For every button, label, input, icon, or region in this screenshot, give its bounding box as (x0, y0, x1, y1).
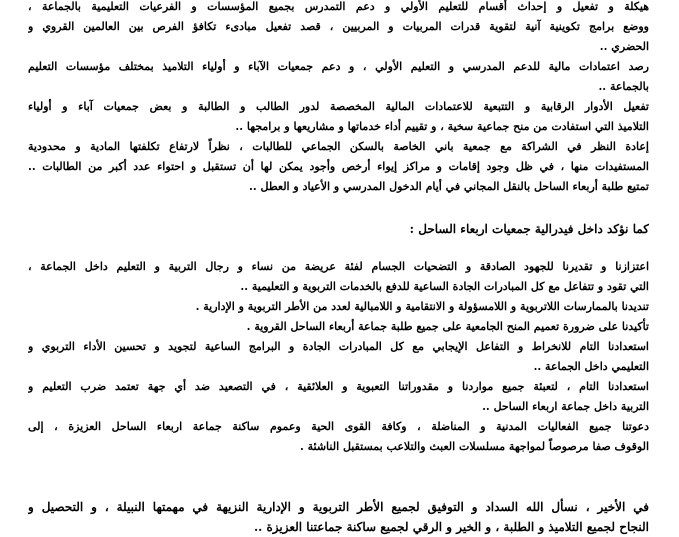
paragraph-line: هيكلة و تفعيل و إحداث أقسام للتعليم الأولي و دعم التمدرس بجميع المؤسسات و الفرعيات التعليمية بالجماعة ، (28, 0, 649, 13)
closing-line: في الأخير ، نسأل الله السداد و التوفيق لجميع الأطر التربوية و الإدارية النزيهة في مهمتها النبيلة ، و التحصيل و (28, 500, 649, 514)
paragraph-line: الوقوف صفا مرصوصاً لمواجهة مسلسلات العبث والتلاعب بمستقبل الناشئة . (299, 440, 649, 453)
paragraph-line: تمتيع طلبة أربعاء الساحل بالنقل المجاني في أيام الدخول المدرسي و الأعياد و العطل .. (249, 180, 649, 193)
paragraph-line: التعليمي داخل الجماعة .. (533, 360, 649, 373)
paragraph-line: تنديدنا بالممارسات اللاتربوية و اللامسؤولة و الانتقامية و اللامبالية لعدد من الأطر التربوية و الإدارية . (195, 300, 649, 313)
paragraph-line: التي تقود و تتفاعل مع كل المبادرات الجادة الساعية للدفع بالخدمات التربوية و التعليمية .. (240, 280, 649, 293)
document-body (28, 0, 649, 537)
paragraph-line: ووضع برامج تكوينية آنية لتقوية قدرات المربيات و المربيين ، قصد تفعيل مبادىء تكافؤ الفرص بين العالمين القروي و (28, 20, 649, 33)
paragraph-line: التلاميذ التي استفادت من منح جماعية سخية ، و تقييم أداء خدماتها و مشاريعها و برامجها .. (235, 120, 649, 133)
paragraph-line: تفعيل الأدوار الرقابية و التتبعية للاعتمادات المالية المخصصة لدور الطالب و الطالبة و بعض جمعيات آباء و أولياء (28, 100, 649, 113)
paragraph-line: دعوتنا جميع الفعاليات المدنية و المناضلة ، وكافة القوى الحية وعموم ساكنة جماعة اربعاء الساحل العزيزة ، إلى (28, 420, 649, 433)
paragraph-line: اعتزازنا و تقديرنا للجهود الصادقة و التضحيات الجسام لفئة عريضة من نساء و رجال التربية و التعليم داخل الجماعة ، (28, 260, 649, 273)
section-heading: كما نؤكد داخل فيدرالية جمعيات اربعاء الساحل : (409, 222, 649, 236)
paragraph-line: التربية داخل جماعة اربعاء الساحل .. (482, 400, 649, 413)
paragraph-line: الحضري .. (599, 40, 649, 53)
paragraph-line: المستفيدات منها ، في ظل وجود إقامات و مراكز إيواء أرخص وأجود يمكن لها أن تستقبل و احتواء عدد أكبر من الطالبات .. (28, 160, 649, 173)
paragraph-line: رصد اعتمادات مالية للدعم المدرسي و التعليم الأولي ، و دعم جمعيات الآباء و أولياء التلاميذ بمختلف مؤسسات التعليم (28, 60, 649, 73)
paragraph-line: استعدادنا التام للانخراط و التفاعل الإيجابي مع كل المبادرات الجادة و البرامج الساعية لتجويد و تحسين الأداء التربوي و (28, 340, 649, 353)
paragraph-line: إعادة النظر في الشراكة مع جمعية باني الخاصة بالسكن الجماعي للطالبات ، نظراً لارتفاع تكلفتها المادية و محدودية (28, 140, 649, 153)
paragraph-line: استعدادنا التام ، لتعبئة جميع مواردنا و مقدوراتنا التعبوية و العلائقية ، في التصعيد ضد أي جهة تعتمد ضرب التعليم و (28, 380, 649, 393)
paragraph-line: تأكيدنا على ضرورة تعميم المنح الجامعية على جميع طلبة جماعة أربعاء الساحل القروية . (246, 320, 649, 333)
closing-line: النجاح لجميع التلاميذ و الطلبة ، و الخير و الرقي لجميع ساكنة جماعتنا العزيزة .. (253, 520, 649, 534)
paragraph-line: بالجماعة .. (598, 80, 649, 93)
